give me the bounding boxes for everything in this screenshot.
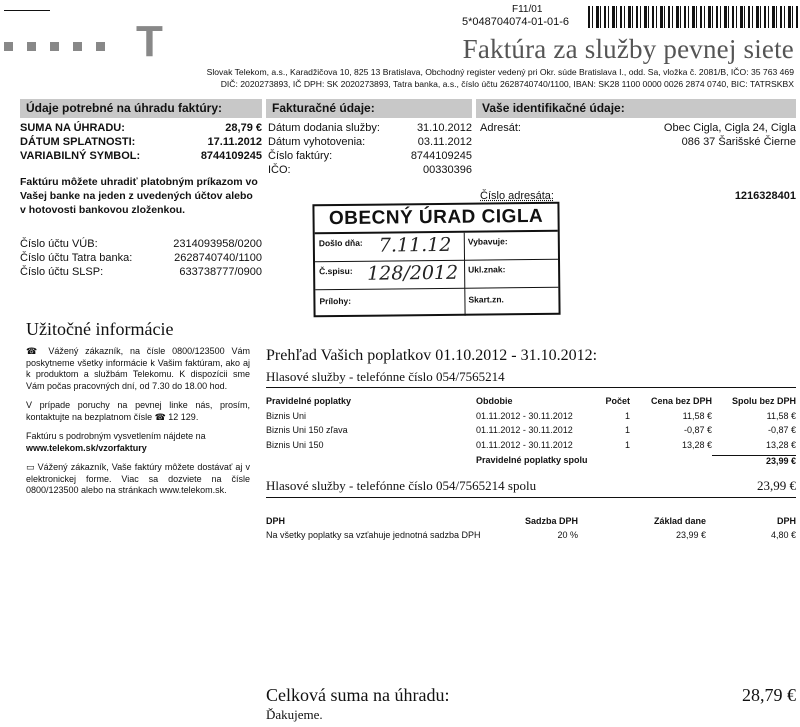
stamp-discard-label: Skart.zn. <box>468 294 504 305</box>
payment-row: VARIABILNÝ SYMBOL: 8744109245 <box>20 150 262 162</box>
invoice-row: Dátum vyhotovenia: 03.11.2012 <box>268 136 472 148</box>
addressee-number-label: Číslo adresáta: <box>480 190 554 202</box>
addressee-number-row <box>480 189 796 203</box>
invoice-row: Číslo faktúry: 8744109245 <box>268 150 472 162</box>
charges-subtotal-value: 23,99 € <box>712 455 796 468</box>
account-row: Číslo účtu VÚB: 2314093958/0200 <box>20 238 262 250</box>
barcode <box>588 6 798 28</box>
invoice-row: Dátum dodania služby: 31.10.2012 <box>268 122 472 134</box>
invoice-title: Faktúra za služby pevnej siete <box>462 34 794 64</box>
telekom-logo <box>4 18 194 66</box>
payment-row: SUMA NA ÚHRADU: 28,79 € <box>20 122 262 134</box>
phone-icon: ☎ <box>26 346 49 356</box>
stamp-received-value: 7.11.12 <box>378 233 452 257</box>
charges-table-header: Pravidelné poplatky Obdobie Počet Cena bez DPH Spolu bez DPH <box>266 396 796 406</box>
info-paragraph-1: ☎ Vážený zákazník, na čísle 0800/123500 Vám poskytneme všetky informácie k Vašim faktúram, ako aj k produktom a službám Telekomu. K dispozícii sme Vám počas pracovných dní, od 7.30 do 18.00 hod. <box>26 346 250 391</box>
stamp-title: OBECNÝ ÚRAD CIGLA <box>314 204 557 235</box>
grand-total-row <box>266 684 796 706</box>
addressee-number: 1216328401 <box>734 190 796 202</box>
computer-icon: ▭ <box>26 462 38 472</box>
sample-invoice-link[interactable]: www.telekom.sk/vzorfaktury <box>26 442 147 453</box>
stamp-received-label: Došlo dňa: <box>318 237 363 249</box>
addressee-label: Adresát: <box>480 122 521 134</box>
charges-subtotal-label: Pravidelné poplatky spolu <box>476 455 588 465</box>
grand-total-label: Celková suma na úhradu: <box>266 685 450 705</box>
payment-note: Faktúru môžete uhradiť platobným príkazom vo Vašej banke na jeden z uvedených účtov alebo v hotovosti bankovou zloženkou. <box>20 176 258 216</box>
invoice-row: IČO: 00330396 <box>268 164 472 176</box>
company-info-2: DIČ: 2020273893, IČ DPH: SK 2020273893, Tatra banka, a.s., číslo účtu 2628740740/1100, IBAN: SK28 1100 0000 0026 2874 0740, BIC: TATRSKBX <box>220 79 794 89</box>
charges-table <box>266 396 796 468</box>
address: Obec Cigla, Cigla 24, Cigla 086 37 Šarišské Čierne <box>663 122 796 148</box>
company-info-1: Slovak Telekom, a.s., Karadžičova 10, 825 13 Bratislava, Obchodný register vedený pri Okr. súde Bratislava I., odd. Sa, vložka č. 2081/B, IČO: 35 763 469 <box>206 67 794 77</box>
payment-row: DÁTUM SPLATNOSTI: 17.11.2012 <box>20 136 262 148</box>
charges-section <box>266 346 796 542</box>
vat-table-header: DPH Sadzba DPH Základ dane DPH <box>266 515 796 526</box>
stamp-file-label: Č.spisu: <box>319 265 353 277</box>
info-paragraph-3: Faktúru s podrobným vysvetlením nájdete na www.telekom.sk/vzorfaktury <box>26 431 206 453</box>
charges-row: Biznis Uni 150 01.11.2012 - 30.11.2012 1 13,28 € 13,28 € <box>266 439 796 450</box>
info-section <box>26 318 250 497</box>
logo-letter: T <box>136 17 163 66</box>
vat-row: Na všetky poplatky sa vzťahuje jednotná sadzba DPH 20 % 23,99 € 4,80 € <box>266 530 796 540</box>
barcode-number: 5*048704074-01-01-6 <box>462 16 570 28</box>
corner-mark <box>4 10 50 16</box>
customer-heading: Vaše identifikačné údaje: <box>476 99 796 118</box>
logo-dots <box>4 38 105 56</box>
thanks-text: Ďakujeme. <box>266 707 323 722</box>
vat-table <box>266 516 796 542</box>
office-stamp <box>312 202 560 318</box>
stamp-file-value: 128/2012 <box>367 261 459 285</box>
payment-section <box>20 99 262 279</box>
info-paragraph-4: ▭ Vážený zákazník, Vaše faktúry môžete dostávať aj v elektronickej forme. Viac sa dozviete na čísle 0800/123500 alebo na stránkach www.telekom.sk. <box>26 462 250 495</box>
doc-code: F11/01 <box>512 4 543 15</box>
stamp-storage-label: Ukl.znak: <box>468 264 506 275</box>
account-row: Číslo účtu Tatra banka: 2628740740/1100 <box>20 252 262 264</box>
charges-row: Biznis Uni 01.11.2012 - 30.11.2012 1 11,58 € 11,58 € <box>266 410 796 421</box>
info-paragraph-2: V prípade poruchy na pevnej linke nás, prosím, kontaktujte na bezplatnom čísle ☎ 12 129. <box>26 400 250 422</box>
section-total-row <box>266 478 796 498</box>
payment-heading: Údaje potrebné na úhradu faktúry: <box>20 99 262 118</box>
section-total-label: Hlasové služby - telefónne číslo 054/7565214 spolu <box>266 477 537 493</box>
charges-subtotal-row <box>266 455 796 468</box>
info-heading: Užitočné informácie <box>26 319 174 339</box>
grand-total-value: 28,79 € <box>742 685 796 705</box>
charges-section-title: Hlasové služby - telefónne číslo 054/7565214 <box>266 368 796 388</box>
section-total-value: 23,99 € <box>757 477 796 493</box>
invoice-section <box>266 99 472 177</box>
stamp-attachments-label: Prílohy: <box>319 295 352 307</box>
customer-section <box>476 99 796 149</box>
invoice-heading: Fakturačné údaje: <box>266 99 472 118</box>
stamp-handles-label: Vybavuje: <box>467 236 508 247</box>
charges-heading: Prehľad Vašich poplatkov 01.10.2012 - 31.10.2012: <box>266 347 598 364</box>
account-row: Číslo účtu SLSP: 633738777/0900 <box>20 266 262 278</box>
charges-row: Biznis Uni 150 zľava 01.11.2012 - 30.11.2012 1 -0,87 € -0,87 € <box>266 425 796 435</box>
